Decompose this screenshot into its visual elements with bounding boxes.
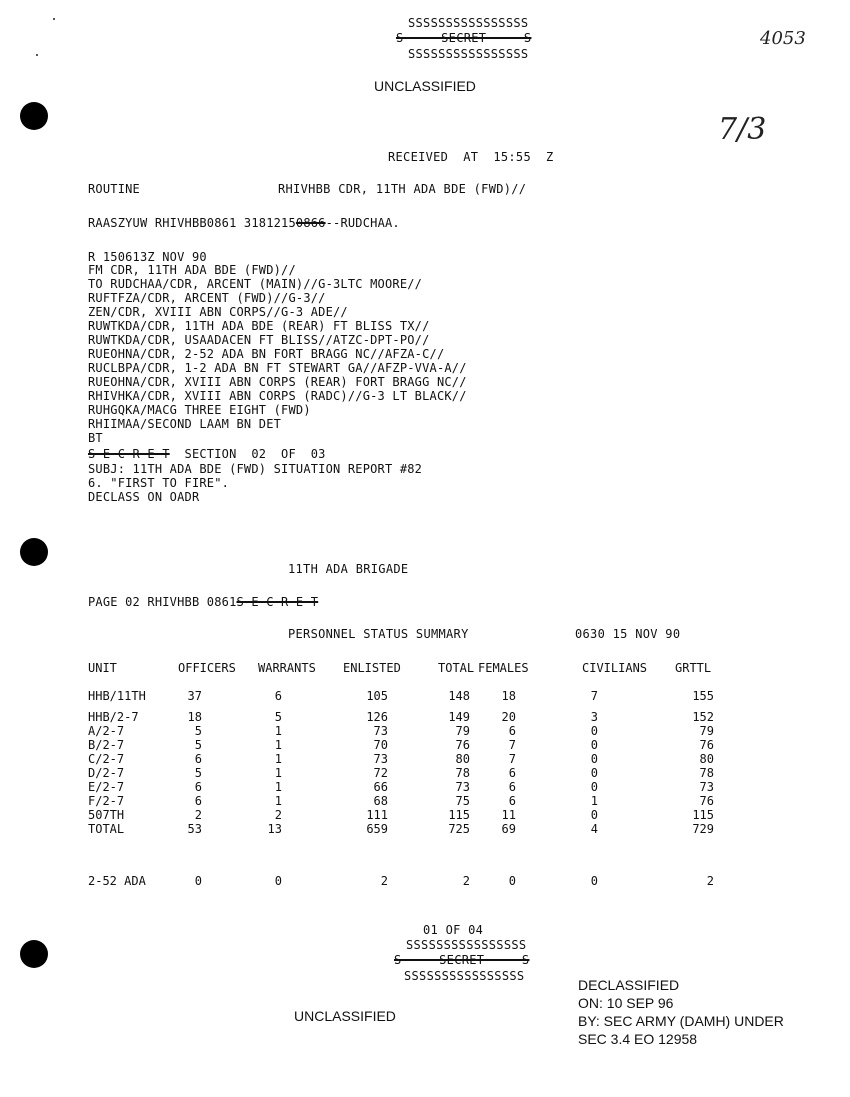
table-cell: 115 (448, 808, 470, 822)
table-cell: 78 (455, 766, 470, 780)
unit-name-cell: A/2-7 (88, 724, 125, 738)
declassified-line: BY: SEC ARMY (DAMH) UNDER (578, 1013, 784, 1029)
table-cell: 6 (194, 752, 202, 766)
table-cell: 2 (706, 874, 714, 888)
table-cell: 70 (373, 738, 388, 752)
declassified-line: ON: 10 SEP 96 (578, 995, 674, 1011)
table-cell: 5 (194, 766, 202, 780)
brigade-heading: 11TH ADA BRIGADE (288, 562, 409, 576)
table-cell: 115 (692, 808, 714, 822)
routing-indicator: RHIVHBB CDR, 11TH ADA BDE (FWD)// (278, 182, 527, 196)
table-cell: 69 (501, 822, 516, 836)
table-cell: 73 (373, 724, 388, 738)
column-header: FEMALES (478, 661, 529, 675)
table-cell: 4 (590, 822, 598, 836)
table-cell: 73 (455, 780, 470, 794)
page-struck-secret: S E C R E T (236, 595, 319, 609)
table-cell: 0 (590, 738, 598, 752)
table-cell: 1 (590, 794, 598, 808)
handwritten-fraction: 7/3 (718, 112, 767, 147)
column-header: CIVILIANS (582, 661, 648, 675)
declassified-line: SEC 3.4 EO 12958 (578, 1031, 698, 1047)
address-line: R 150613Z NOV 90 (88, 250, 207, 264)
scan-speck (36, 54, 38, 56)
table-cell: 1 (274, 780, 282, 794)
unit-name-cell: 507TH (88, 808, 125, 822)
table-datetime: 0630 15 NOV 90 (575, 627, 681, 641)
table-cell: 37 (187, 689, 202, 703)
column-header: TOTAL (438, 661, 475, 675)
table-cell: 1 (274, 766, 282, 780)
address-line: RUEOHNA/CDR, XVIII ABN CORPS (REAR) FORT BRAGG NC// (88, 375, 467, 389)
column-header: UNIT (88, 661, 117, 675)
table-cell: 0 (590, 874, 598, 888)
table-cell: 105 (366, 689, 388, 703)
table-cell: 6 (508, 794, 516, 808)
address-line: RUHGQKA/MACG THREE EIGHT (FWD) (88, 403, 311, 417)
table-cell: 149 (448, 710, 470, 724)
unit-name-cell: 2-52 ADA (88, 874, 146, 888)
unit-name-cell: HHB/2-7 (88, 710, 139, 724)
table-cell: 2 (380, 874, 388, 888)
table-cell: 79 (699, 724, 714, 738)
received-time: RECEIVED AT 15:55 Z (388, 150, 554, 164)
column-header: GRTTL (675, 661, 712, 675)
table-cell: 76 (699, 738, 714, 752)
column-header: ENLISTED (343, 661, 401, 675)
declassified-line: DECLASSIFIED (578, 977, 680, 993)
footer-marking-secret: S SECRET S (394, 953, 530, 967)
table-cell: 7 (508, 752, 516, 766)
unit-name-cell: D/2-7 (88, 766, 125, 780)
unit-name-cell: C/2-7 (88, 752, 125, 766)
table-cell: 2 (462, 874, 470, 888)
table-cell: 68 (373, 794, 388, 808)
punch-hole-bottom (20, 940, 48, 968)
table-cell: 2 (194, 808, 202, 822)
table-cell: 80 (455, 752, 470, 766)
table-cell: 53 (187, 822, 202, 836)
footer-marking-bottom: SSSSSSSSSSSSSSSS (404, 969, 525, 983)
table-cell: 1 (274, 794, 282, 808)
dtg-line (88, 216, 400, 230)
dtg-prefix: RAASZYUW RHIVHBB0861 3181215 (88, 216, 296, 230)
address-line: BT (88, 431, 103, 445)
table-cell: 111 (366, 808, 388, 822)
address-line: TO RUDCHAA/CDR, ARCENT (MAIN)//G-3LTC MOORE// (88, 277, 423, 291)
handwritten-number: 4053 (760, 28, 806, 49)
address-line: RHIIMAA/SECOND LAAM BN DET (88, 417, 282, 431)
table-cell: 6 (194, 794, 202, 808)
table-cell: 1 (274, 738, 282, 752)
punch-hole-top (20, 102, 48, 130)
page-line (88, 595, 318, 609)
table-cell: 0 (590, 766, 598, 780)
table-cell: 18 (501, 689, 516, 703)
table-cell: 0 (590, 808, 598, 822)
table-cell: 0 (590, 780, 598, 794)
precedence: ROUTINE (88, 182, 140, 196)
unit-name-cell: HHB/11TH (88, 689, 146, 703)
unclassified-footer: UNCLASSIFIED (294, 1008, 396, 1024)
table-cell: 155 (692, 689, 714, 703)
table-cell: 78 (699, 766, 714, 780)
footer-marking-top: SSSSSSSSSSSSSSSS (406, 938, 527, 952)
address-line: ZEN/CDR, XVIII ABN CORPS//G-3 ADE// (88, 305, 348, 319)
section-number: SECTION 02 OF 03 (169, 447, 326, 461)
table-cell: 6 (194, 780, 202, 794)
table-cell: 729 (692, 822, 714, 836)
scan-speck (53, 18, 55, 20)
subject-line: SUBJ: 11TH ADA BDE (FWD) SITUATION REPORT #82 (88, 462, 423, 476)
table-cell: 2 (274, 808, 282, 822)
table-cell: 148 (448, 689, 470, 703)
classification-marking-secret: S SECRET S (396, 31, 532, 45)
address-line: RUWTKDA/CDR, 11TH ADA BDE (REAR) FT BLISS TX// (88, 319, 430, 333)
table-cell: 79 (455, 724, 470, 738)
page-count: 01 OF 04 (423, 923, 484, 937)
table-cell: 5 (194, 738, 202, 752)
table-cell: 126 (366, 710, 388, 724)
table-cell: 75 (455, 794, 470, 808)
table-cell: 7 (590, 689, 598, 703)
dtg-suffix: --RUDCHAA. (325, 216, 400, 230)
declass-line: DECLASS ON OADR (88, 490, 200, 504)
table-cell: 72 (373, 766, 388, 780)
column-header: OFFICERS (178, 661, 236, 675)
address-line: FM CDR, 11TH ADA BDE (FWD)// (88, 263, 296, 277)
table-cell: 0 (274, 874, 282, 888)
table-cell: 76 (455, 738, 470, 752)
table-cell: 5 (194, 724, 202, 738)
address-line: RUWTKDA/CDR, USAADACEN FT BLISS//ATZC-DPT-PO// (88, 333, 430, 347)
page-ref: PAGE 02 RHIVHBB 0861 (88, 595, 237, 609)
unit-name-cell: TOTAL (88, 822, 125, 836)
dtg-struck: 0866 (295, 216, 326, 230)
section-line (88, 447, 326, 461)
table-cell: 73 (699, 780, 714, 794)
table-cell: 0 (194, 874, 202, 888)
table-cell: 6 (508, 724, 516, 738)
table-cell: 20 (501, 710, 516, 724)
address-line: RUFTFZA/CDR, ARCENT (FWD)//G-3// (88, 291, 326, 305)
table-cell: 11 (501, 808, 516, 822)
subject-line: 6. "FIRST TO FIRE". (88, 476, 230, 490)
table-cell: 6 (508, 780, 516, 794)
table-cell: 152 (692, 710, 714, 724)
unit-name-cell: F/2-7 (88, 794, 125, 808)
table-cell: 3 (590, 710, 598, 724)
classification-marking-top: SSSSSSSSSSSSSSSS (408, 16, 529, 30)
table-cell: 76 (699, 794, 714, 808)
section-struck-secret: S E C R E T (88, 447, 170, 461)
unit-name-cell: E/2-7 (88, 780, 125, 794)
table-cell: 0 (508, 874, 516, 888)
address-line: RUCLBPA/CDR, 1-2 ADA BN FT STEWART GA//AFZP-VVA-A// (88, 361, 467, 375)
table-cell: 0 (590, 752, 598, 766)
address-line: RUEOHNA/CDR, 2-52 ADA BN FORT BRAGG NC//AFZA-C// (88, 347, 445, 361)
unit-name-cell: B/2-7 (88, 738, 125, 752)
table-cell: 6 (508, 766, 516, 780)
table-cell: 18 (187, 710, 202, 724)
table-cell: 7 (508, 738, 516, 752)
table-cell: 5 (274, 710, 282, 724)
table-cell: 1 (274, 752, 282, 766)
column-header: WARRANTS (258, 661, 316, 675)
table-cell: 659 (366, 822, 388, 836)
table-cell: 1 (274, 724, 282, 738)
table-cell: 66 (373, 780, 388, 794)
unclassified-header: UNCLASSIFIED (374, 78, 476, 94)
table-title: PERSONNEL STATUS SUMMARY (288, 627, 469, 641)
punch-hole-middle (20, 538, 48, 566)
table-cell: 0 (590, 724, 598, 738)
table-cell: 13 (267, 822, 282, 836)
table-cell: 725 (448, 822, 470, 836)
address-line: RHIVHKA/CDR, XVIII ABN CORPS (RADC)//G-3 LT BLACK// (88, 389, 467, 403)
table-cell: 80 (699, 752, 714, 766)
table-cell: 6 (274, 689, 282, 703)
table-cell: 73 (373, 752, 388, 766)
classification-marking-bottom: SSSSSSSSSSSSSSSS (408, 47, 529, 61)
